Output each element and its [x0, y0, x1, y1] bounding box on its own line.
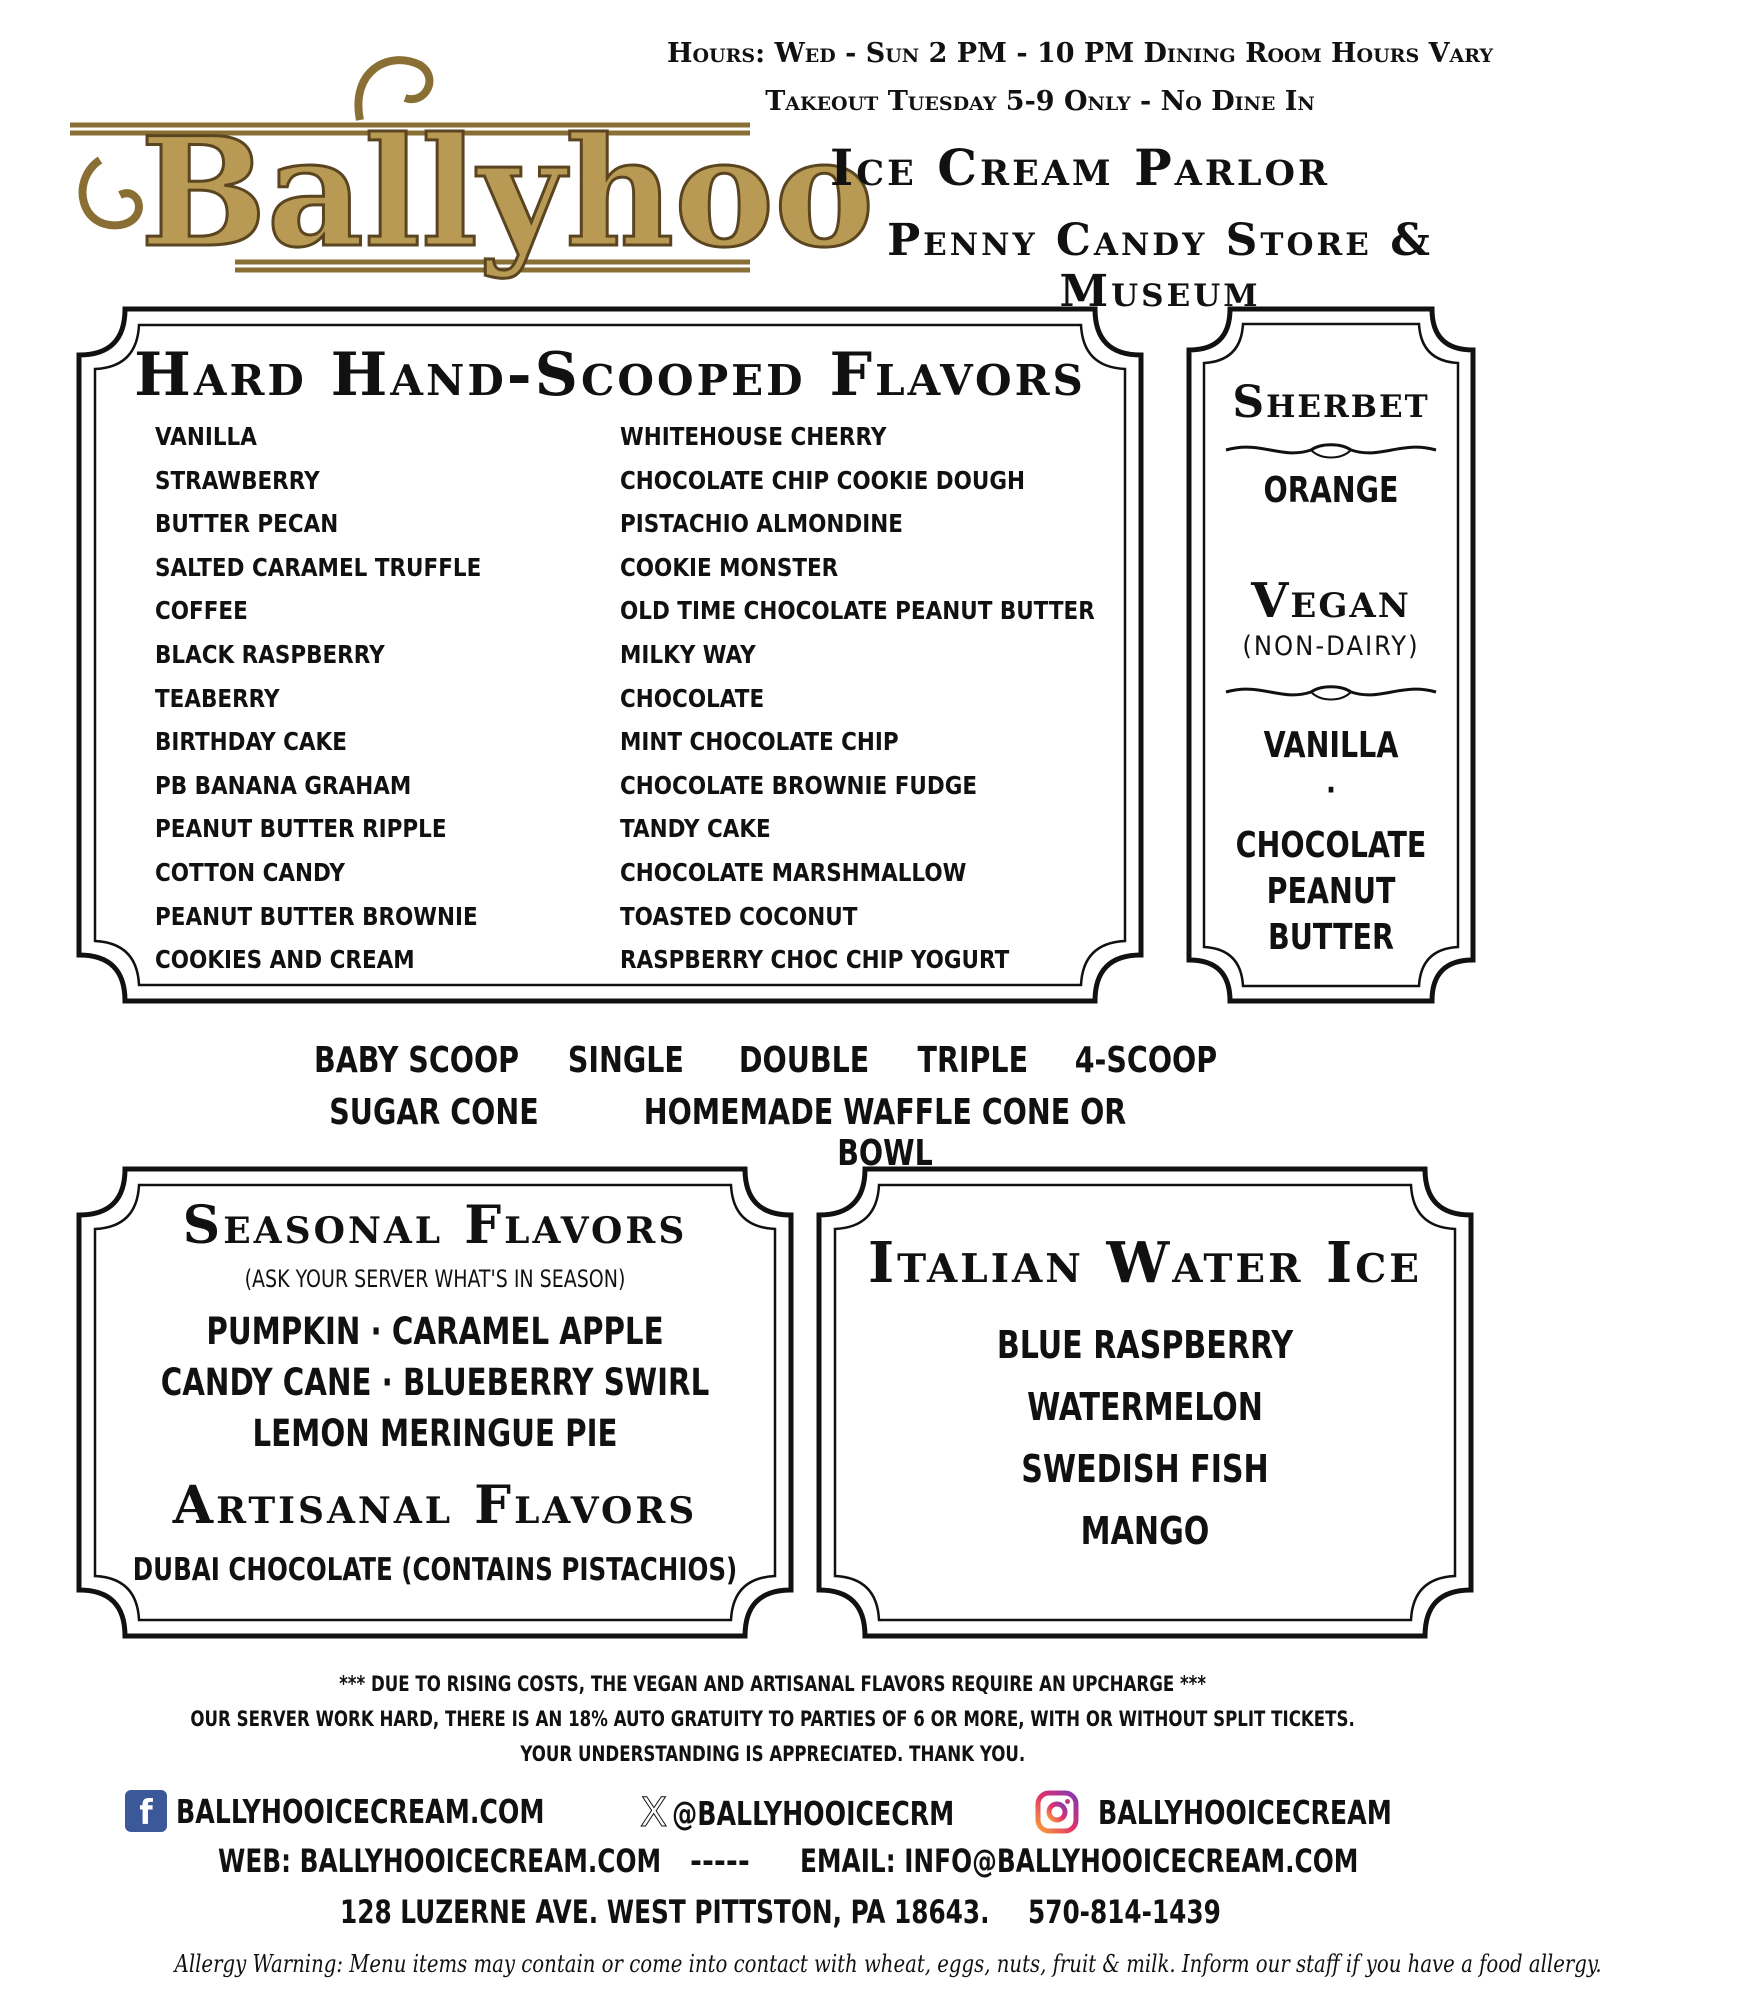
size-double: DOUBLE — [738, 1040, 870, 1081]
flavor-item: TOASTED COCONUT — [620, 901, 858, 931]
flavor-item: BUTTER PECAN — [155, 509, 339, 539]
flavor-item: COOKIE MONSTER — [620, 552, 839, 582]
note-thanks-text: YOUR UNDERSTANDING IS APPRECIATED. THANK YOU. — [520, 1742, 1025, 1766]
seasonal-line-1: PUMPKIN · CARAMEL APPLE — [206, 1310, 664, 1353]
note-gratuity — [0, 1707, 1545, 1731]
x-link[interactable] — [640, 1790, 1004, 1840]
flavor-item: MINT CHOCOLATE CHIP — [620, 727, 899, 757]
water-ice-item: BLUE RASPBERRY — [996, 1323, 1294, 1367]
flavor-item: TANDY CAKE — [620, 814, 771, 844]
street-address: 128 LUZERNE AVE. WEST PITTSTON, PA 18643. — [340, 1893, 990, 1931]
flavor-item: COOKIES AND CREAM — [155, 945, 415, 975]
vegan-item-vanilla: VANILLA — [1263, 725, 1399, 766]
note-gratuity-text: OUR SERVER WORK HARD, THERE IS AN 18% AUTO GRATUITY TO PARTIES OF 6 OR MORE, WITH OR WITHOUT SPLIT TICKETS. — [190, 1707, 1355, 1731]
hours-line-1: Hours: Wed - Sun 2 PM - 10 PM Dining Room Hours Vary — [666, 38, 1494, 69]
sherbet-item: ORANGE — [1263, 470, 1399, 511]
vegan-item-line-3: BUTTER — [1268, 917, 1394, 958]
flavor-item: CHOCOLATE CHIP COOKIE DOUGH — [620, 465, 1026, 495]
size-triple: TRIPLE — [917, 1040, 1029, 1081]
artisanal-title: Artisanal Flavors — [172, 1475, 698, 1536]
seasonal-title: Seasonal Flavors — [182, 1195, 688, 1256]
web-address[interactable]: WEB: BALLYHOOICECREAM.COM — [218, 1842, 662, 1880]
facebook-icon: f — [125, 1790, 167, 1832]
flavor-item: SALTED CARAMEL TRUFFLE — [155, 552, 482, 582]
water-ice-item: SWEDISH FISH — [1021, 1447, 1269, 1491]
x-icon: X — [640, 1790, 668, 1836]
flourish-divider — [1221, 435, 1441, 465]
phone-number[interactable]: 570-814-1439 — [1028, 1893, 1221, 1931]
flavor-item: RASPBERRY CHOC CHIP YOGURT — [620, 945, 1010, 975]
flourish-divider — [1221, 677, 1441, 707]
flavor-item: COTTON CANDY — [155, 858, 345, 887]
seasonal-line-3: LEMON MERINGUE PIE — [252, 1412, 618, 1455]
flavor-item: STRAWBERRY — [155, 465, 320, 495]
subtitle-candy-store: Penny Candy Store & Museum — [887, 215, 1433, 317]
artisanal-item: DUBAI CHOCOLATE (CONTAINS PISTACHIOS) — [132, 1552, 738, 1588]
note-upcharge-text: *** DUE TO RISING COSTS, THE VEGAN AND ARTISANAL FLAVORS REQUIRE AN UPCHARGE *** — [339, 1672, 1206, 1696]
sherbet-vegan-panel — [1185, 305, 1477, 1005]
sherbet-title: Sherbet — [1232, 377, 1430, 428]
flavor-item: PISTACHIO ALMONDINE — [620, 509, 903, 539]
email-address[interactable]: EMAIL: INFO@BALLYHOOICECREAM.COM — [800, 1842, 1359, 1880]
instagram-icon — [1035, 1790, 1079, 1834]
allergy-warning — [18, 1950, 1602, 1978]
size-4-scoop: 4-SCOOP — [1074, 1040, 1218, 1081]
vegan-title: Vegan — [1251, 573, 1411, 629]
contact-separator: ----- — [690, 1842, 750, 1880]
flavor-item: PB BANANA GRAHAM — [155, 770, 412, 800]
vegan-separator: · — [1325, 773, 1337, 808]
seasonal-panel — [75, 1165, 795, 1640]
vegan-item-line-1: CHOCOLATE — [1235, 825, 1427, 866]
flavor-item: CHOCOLATE BROWNIE FUDGE — [620, 770, 978, 800]
water-ice-item: WATERMELON — [1027, 1385, 1263, 1429]
allergy-warning-text: Allergy Warning: Menu items may contain or come into contact with wheat, eggs, nuts, fruit & milk. Inform our staff if you have a food allergy. — [174, 1950, 1602, 1978]
x-handle: @BALLYHOOICECRM — [671, 1793, 955, 1833]
facebook-handle: BALLYHOOICECREAM.COM — [175, 1791, 545, 1831]
flavor-item: CHOCOLATE — [620, 683, 765, 713]
water-ice-item: MANGO — [1080, 1509, 1210, 1553]
flavor-item: OLD TIME CHOCOLATE PEANUT BUTTER — [620, 596, 1095, 626]
size-baby-scoop: BABY SCOOP — [313, 1040, 520, 1081]
italian-ice-panel — [815, 1165, 1475, 1640]
flavor-item: BLACK RASPBERRY — [155, 640, 385, 669]
vegan-item-line-2: PEANUT — [1266, 871, 1396, 912]
flavor-item: MILKY WAY — [620, 640, 756, 669]
flavor-item: PEANUT BUTTER RIPPLE — [155, 814, 447, 844]
flavor-item: TEABERRY — [155, 683, 280, 713]
size-single: SINGLE — [567, 1040, 684, 1081]
seasonal-line-2: CANDY CANE · BLUEBERRY SWIRL — [160, 1361, 710, 1404]
flavor-item: VANILLA — [155, 422, 257, 451]
note-thanks — [0, 1742, 1545, 1766]
subtitle-ice-cream-parlor: Ice Cream Parlor — [829, 138, 1331, 197]
hard-flavors-title: Hard Hand-Scooped Flavors — [134, 340, 1086, 410]
note-upcharge — [0, 1672, 1545, 1696]
seasonal-note: (ASK YOUR SERVER WHAT'S IN SEASON) — [244, 1265, 626, 1293]
vegan-subtitle: (NON-DAIRY) — [1242, 631, 1420, 662]
logo-text: Ballyhoo — [140, 105, 875, 281]
hard-flavors-panel — [75, 305, 1145, 1005]
size-row — [300, 1040, 1230, 1090]
instagram-handle: BALLYHOOICECREAM — [1097, 1792, 1392, 1832]
cone-waffle: HOMEMADE WAFFLE CONE OR BOWL — [643, 1092, 1127, 1174]
hours-line-2: Takeout Tuesday 5-9 Only - No Dine In — [765, 86, 1315, 117]
flavor-item: PEANUT BUTTER BROWNIE — [155, 901, 478, 931]
flavor-item: CHOCOLATE MARSHMALLOW — [620, 858, 967, 887]
cone-row — [315, 1092, 1215, 1174]
flavor-item: COFFEE — [155, 596, 248, 626]
flavor-item: BIRTHDAY CAKE — [155, 727, 347, 757]
italian-ice-title: Italian Water Ice — [867, 1230, 1423, 1296]
instagram-link[interactable] — [1035, 1790, 1443, 1840]
facebook-link[interactable] — [125, 1790, 609, 1840]
cone-sugar: SUGAR CONE — [329, 1092, 539, 1133]
flavor-item: WHITEHOUSE CHERRY — [620, 422, 887, 451]
